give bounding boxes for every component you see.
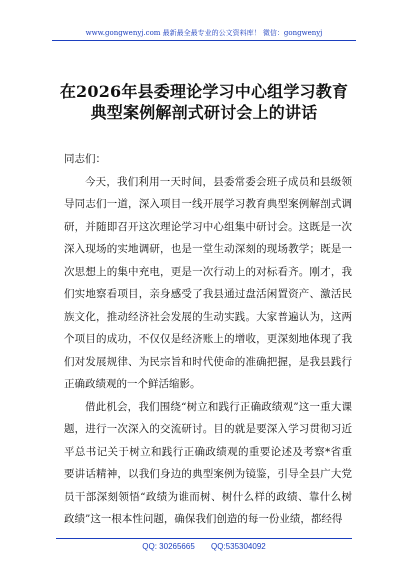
footer-divider — [56, 538, 352, 539]
title-line-2: 典型案例解剖式研讨会上的讲话 — [90, 103, 318, 122]
document-title — [0, 81, 408, 123]
footer-contact — [0, 542, 408, 552]
footer-qq-2: QQ:535304092 — [211, 542, 266, 551]
paragraph-1: 今天，我们利用一天时间，县委常委会班子成员和县级领导同志们一道，深入项目一线开展学习教育典型案例解剖式调研，并随即召开这次理论学习中心组集中研讨会。这既是一次深入现场的实地调研，也是一堂生动深刻的现场教学；既是一次思想上的集中充电，更是一次行动上的对标看齐。刚才，我们实地察看项目，亲身感受了我县通过盘活闲置资产、激活民族文化，推动经济社会发展的生动实践。大家普遍认为，这两个项目的成功，不仅仅是经济账上的增收，更深刻地体现了我们对发展规律、为民宗旨和时代使命的准确把握，是我县践行正确政绩观的一个鲜活缩影。 — [64, 175, 352, 390]
header-website-text: www.gongwenyj.com 最新最全最专业的公文资料库！ 微信：gongwenyj — [85, 29, 323, 37]
paragraph-2: 借此机会，我们围绕“树立和践行正确政绩观”这一重大课题，进行一次深入的交流研讨。目的就是要深入学习贯彻习近平总书记关于树立和践行正确政绩观的重要论述及考察*省重要讲话精神，以我们身边的典型案例为镜鉴，引导全县广大党员干部深刻领悟“政绩为谁而树、树什么样的政绩、靠什么树政绩”这一根本性问题，确保我们创造的每一份业绩，都经得 — [64, 400, 352, 525]
footer-qq-1: QQ: 30265665 — [142, 542, 195, 551]
header-divider — [52, 40, 356, 41]
document-body — [64, 148, 352, 531]
title-line-1: 在2026年县委理论学习中心组学习教育 — [59, 82, 349, 101]
salutation: 同志们： — [64, 153, 106, 165]
